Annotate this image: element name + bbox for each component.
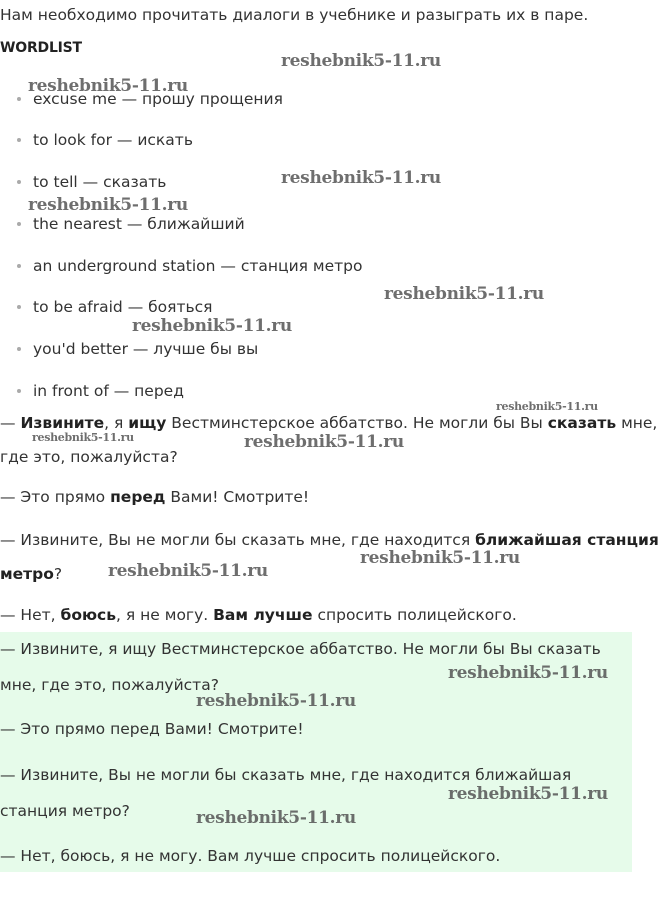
dialogue-line-3: — Извините, Вы не могли бы сказать мне, где находится ближайшая станция	[0, 531, 659, 549]
wordlist-item-text: the nearest — ближайший	[33, 215, 245, 233]
watermark: reshebnik5-11.ru	[496, 400, 598, 413]
watermark: reshebnik5-11.ru	[281, 51, 441, 71]
dialogue-line-2: — Это прямо перед Вами! Смотрите!	[0, 488, 310, 506]
dialogue-line-1: — Извините, я ищу Вестминстерское аббатство. Не могли бы Вы сказать мне,	[0, 414, 658, 432]
translation-line-1: — Извините, я ищу Вестминстерское аббатство. Не могли бы Вы сказать	[0, 640, 601, 658]
wordlist-heading: WORDLIST	[0, 40, 82, 56]
wordlist-item-text: excuse me — прошу прощения	[33, 90, 283, 108]
bullet-icon	[17, 97, 21, 101]
watermark: reshebnik5-11.ru	[360, 548, 520, 568]
watermark: reshebnik5-11.ru	[28, 195, 188, 215]
translation-line-3: — Извините, Вы не могли бы сказать мне, где находится ближайшая	[0, 766, 572, 784]
watermark: reshebnik5-11.ru	[132, 316, 292, 336]
wordlist-item-text: to look for — искать	[33, 131, 193, 149]
watermark: reshebnik5-11.ru	[108, 561, 268, 581]
wordlist-item-text: to tell — сказать	[33, 173, 167, 191]
watermark: reshebnik5-11.ru	[281, 168, 441, 188]
watermark: reshebnik5-11.ru	[448, 663, 608, 683]
wordlist-item	[33, 340, 258, 358]
wordlist-item	[33, 257, 362, 275]
watermark: reshebnik5-11.ru	[384, 284, 544, 304]
translation-line-4: — Нет, боюсь, я не могу. Вам лучше спросить полицейского.	[0, 847, 501, 865]
bullet-icon	[17, 347, 21, 351]
watermark: reshebnik5-11.ru	[196, 691, 356, 711]
wordlist-item-text: to be afraid — бояться	[33, 298, 213, 316]
dialogue-line-4: — Нет, боюсь, я не могу. Вам лучше спросить полицейского.	[0, 606, 517, 624]
translation-line-1-cont: мне, где это, пожалуйста?	[0, 676, 219, 694]
translation-line-2: — Это прямо перед Вами! Смотрите!	[0, 720, 304, 738]
bullet-icon	[17, 138, 21, 142]
watermark: reshebnik5-11.ru	[448, 784, 608, 804]
dialogue-line-1-cont: где это, пожалуйста?	[0, 448, 178, 466]
bullet-icon	[17, 180, 21, 184]
wordlist-item	[33, 173, 166, 191]
wordlist-item	[33, 215, 245, 233]
wordlist-item-text: an underground station — станция метро	[33, 257, 363, 275]
wordlist-item	[33, 382, 184, 400]
bullet-icon	[17, 222, 21, 226]
bullet-icon	[17, 389, 21, 393]
wordlist-item	[33, 131, 193, 149]
wordlist-item-text: you'd better — лучше бы вы	[33, 340, 259, 358]
intro-text: Нам необходимо прочитать диалоги в учебнике и разыграть их в паре.	[0, 6, 589, 24]
dialogue-line-3-cont: метро?	[0, 565, 63, 583]
wordlist-item-text: in front of — перед	[33, 382, 184, 400]
watermark: reshebnik5-11.ru	[196, 808, 356, 828]
wordlist-item	[33, 298, 213, 316]
watermark: reshebnik5-11.ru	[28, 76, 188, 96]
bullet-icon	[17, 305, 21, 309]
watermark: reshebnik5-11.ru	[244, 432, 404, 452]
translation-line-3-cont: станция метро?	[0, 802, 130, 820]
watermark: reshebnik5-11.ru	[32, 431, 134, 444]
bullet-icon	[17, 264, 21, 268]
